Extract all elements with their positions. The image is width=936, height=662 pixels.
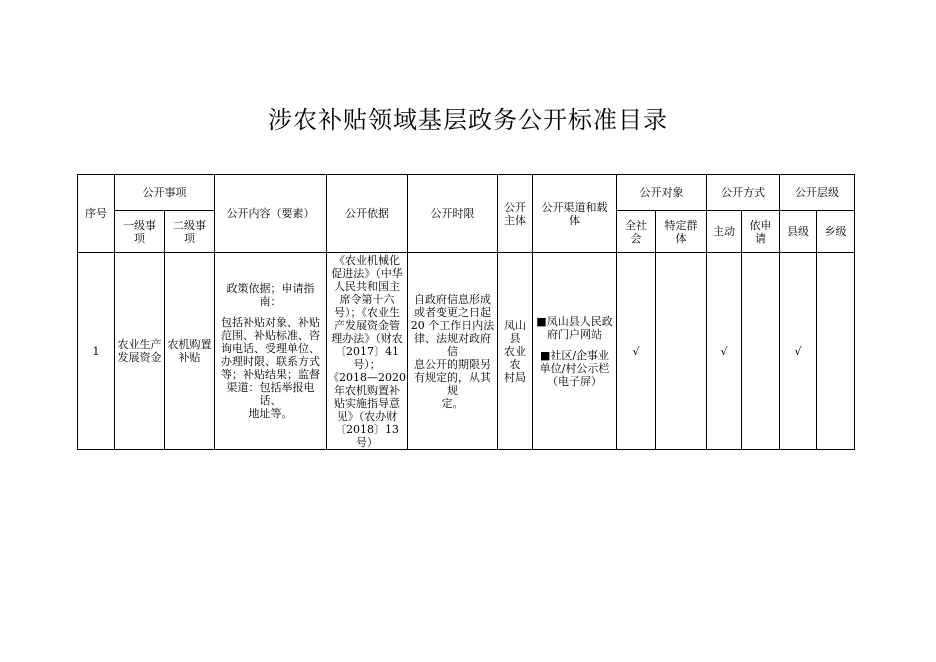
cell-channel: ■凤山县人民政 府门户网站 ■社区/企事业 单位/村公示栏 （电子屏）: [533, 253, 617, 450]
header-matter: 公开事项: [115, 175, 215, 211]
cell-content: 政策依据；申请指南： 包括补贴对象、补贴 范围、补贴标准、咨 询电话、受理单位、 办理时限、联系方式 等；补贴结果；监督 渠道：包括举报电话、 地址等。: [215, 253, 327, 450]
header-time-limit: 公开时限: [408, 175, 498, 253]
cell-time-limit: 自政府信息形成 或者变更之日起 20 个工作日内法 律、法规对政府信 息公开的期限另 有规定的，从其规 定。: [408, 253, 498, 450]
header-subject: 公开 主体: [498, 175, 533, 253]
disclosure-table: [77, 174, 855, 450]
cell-target-all-check: √: [617, 253, 656, 450]
header-level-township: 乡级: [817, 211, 855, 253]
header-level1: 一级事 项: [115, 211, 165, 253]
cell-level1: 农业生产 发展资金: [115, 253, 165, 450]
cell-level-township: [817, 253, 855, 450]
header-content: 公开内容（要素）: [215, 175, 327, 253]
cell-basis: 《农业机械化 促进法》（中华 人民共和国主 席令第十六 号）；《农业生 产发展资金管 理办法》（财农 〔2017〕41 号）； 《2018—2020 年农机购置补 贴实施指导意 见》（农办财 〔2018〕13 号）: [328, 253, 406, 449]
header-method: 公开方式: [707, 175, 780, 211]
header-seq: 序号: [78, 175, 115, 253]
cell-method-active-check: √: [707, 253, 742, 450]
cell-seq: 1: [78, 253, 115, 450]
header-level-county: 县级: [780, 211, 817, 253]
header-channel: 公开渠道和载 体: [533, 175, 617, 253]
header-target: 公开对象: [617, 175, 707, 211]
header-method-apply: 依申 请: [742, 211, 780, 253]
header-method-active: 主动: [707, 211, 742, 253]
header-level: 公开层级: [780, 175, 855, 211]
header-basis: 公开依据: [327, 175, 408, 253]
header-target-specific: 特定群 体: [656, 211, 707, 253]
header-target-all: 全社 会: [617, 211, 656, 253]
table-row: [78, 253, 855, 450]
page-title: 涉农补贴领域基层政务公开标准目录: [268, 106, 668, 134]
cell-subject: 凤山县 农业农 村局: [498, 253, 533, 450]
cell-target-specific: [656, 253, 707, 450]
cell-level2: 农机购置 补贴: [165, 253, 215, 450]
cell-method-apply: [742, 253, 780, 450]
header-level2: 二级事 项: [165, 211, 215, 253]
cell-level-county-check: √: [780, 253, 817, 450]
